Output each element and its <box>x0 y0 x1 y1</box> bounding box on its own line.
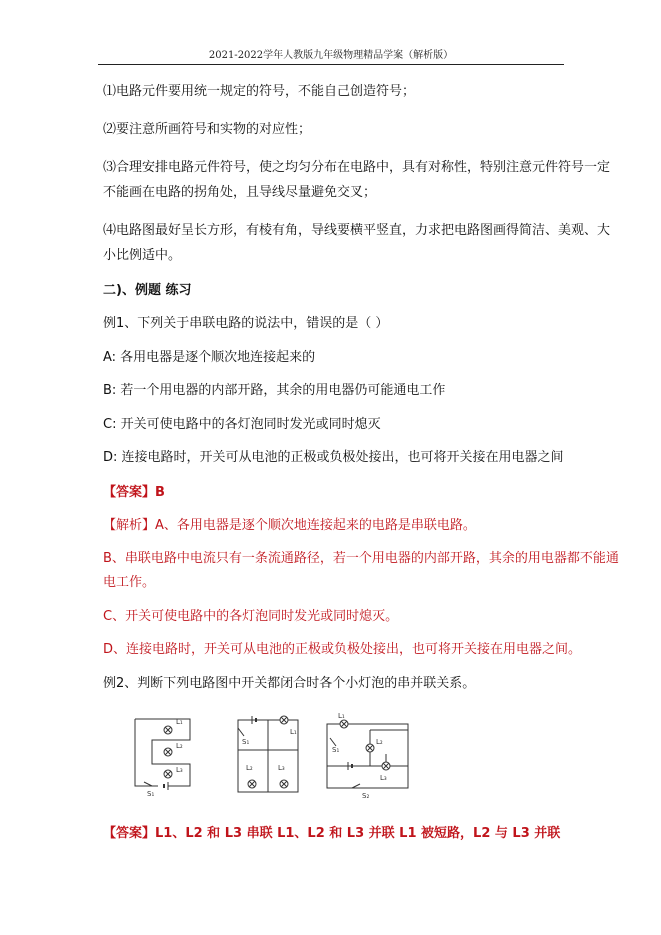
example1-analysis-b-line2: 电工作。 <box>103 575 156 590</box>
d3-label-l3: L₃ <box>380 774 387 782</box>
d3-label-s2: S₂ <box>362 792 370 800</box>
rule-3-line2: 不能画在电路的拐角处，且导线尽量避免交叉； <box>103 185 377 200</box>
d2-label-l2: L₂ <box>246 764 253 772</box>
example1-analysis-d: D、连接电路时，开关可从电池的正极或负极处接出，也可将开关接在用电器之间。 <box>103 642 582 657</box>
rule-4-line2: 小比例适中。 <box>103 248 182 263</box>
example1-option-a: A: 各用电器是逐个顺次地连接起来的 <box>103 350 316 365</box>
d1-label-s1: S₁ <box>147 790 155 798</box>
d3-label-l2: L₂ <box>376 738 383 746</box>
example1-analysis-b-line1: B、串联电路中电流只有一条流通路径，若一个用电器的内部开路，其余的用电器都不能通 <box>103 551 619 566</box>
example1-option-d: D: 连接电路时，开关可从电池的正极或负极处接出，也可将开关接在用电器之间 <box>103 450 564 465</box>
d1-label-l3: L₃ <box>176 766 183 774</box>
d3-label-s1: S₁ <box>332 746 340 754</box>
page-header: 2021-2022学年人教版九年级物理精品学案（解析版） <box>208 50 454 61</box>
d1-label-l1: L₁ <box>176 718 183 726</box>
example1-analysis-a: 【解析】A、各用电器是逐个顺次地连接起来的电路是串联电路。 <box>103 518 476 533</box>
d3-label-l1: L₁ <box>338 712 345 720</box>
example1-option-b: B: 若一个用电器的内部开路，其余的用电器仍可能通电工作 <box>103 383 446 398</box>
example1-question: 例1、下列关于串联电路的说法中，错误的是（ ） <box>103 316 389 331</box>
section-title: 二)、例题 练习 <box>103 283 192 298</box>
rule-3-line1: ⑶合理安排电路元件符号，使之均匀分布在电路中，具有对称性，特别注意元件符号一定 <box>103 160 611 175</box>
circuit-diagram-2 <box>232 712 304 798</box>
circuit-diagram-1 <box>130 712 200 798</box>
circuit-diagram-3 <box>322 710 412 800</box>
example1-option-c: C: 开关可使电路中的各灯泡同时发光或同时熄灭 <box>103 417 381 432</box>
rule-1: ⑴电路元件要用统一规定的符号，不能自己创造符号； <box>103 84 416 99</box>
rule-4-line1: ⑷电路图最好呈长方形，有棱有角，导线要横平竖直，力求把电路图画得简洁、美观、大 <box>103 223 611 238</box>
example2-answer: 【答案】L1、L2 和 L3 串联 L1、L2 和 L3 并联 L1 被短路，L2 与 L3 并联 <box>103 826 561 841</box>
example2-question: 例2、判断下列电路图中开关都闭合时各个小灯泡的串并联关系。 <box>103 676 476 691</box>
d2-label-l3: L₃ <box>278 764 285 772</box>
d1-label-l2: L₂ <box>176 742 183 750</box>
example1-answer: 【答案】B <box>103 485 165 500</box>
d2-label-l1: L₁ <box>290 728 297 736</box>
header-divider <box>98 64 564 65</box>
example1-analysis-c: C、开关可使电路中的各灯泡同时发光或同时熄灭。 <box>103 609 399 624</box>
d2-label-s1: S₁ <box>242 738 250 746</box>
rule-2: ⑵要注意所画符号和实物的对应性； <box>103 122 312 137</box>
